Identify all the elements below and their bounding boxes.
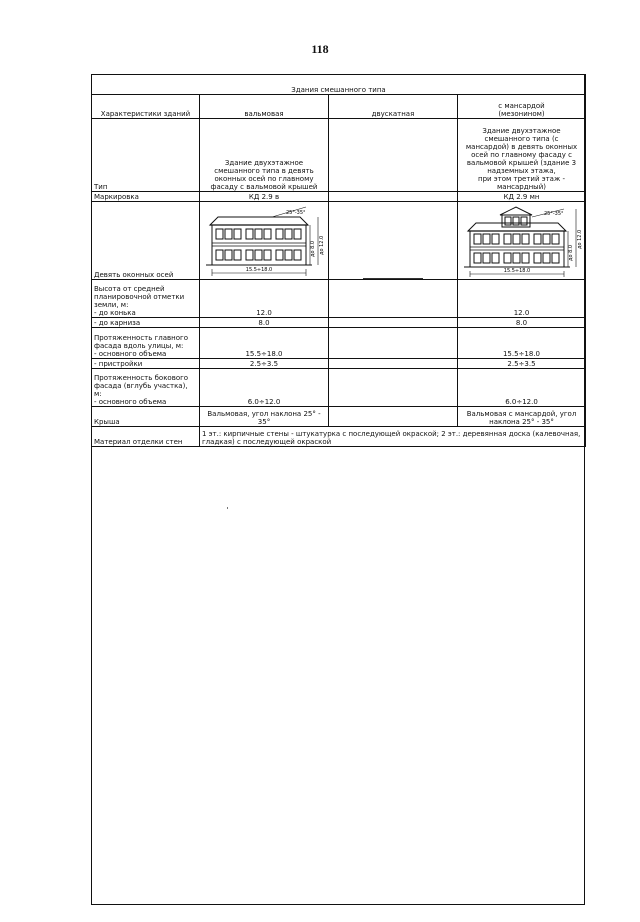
- front-length-label-line: Протяженность главного: [94, 334, 188, 342]
- header-mansard: [458, 95, 586, 119]
- annex-hipped: 2.5÷3.5: [200, 359, 329, 369]
- roof-label: Крыша: [92, 407, 200, 427]
- front-length-gable: [329, 328, 458, 359]
- cornice-label: - до карниза: [92, 318, 200, 328]
- side-length-gable: [329, 369, 458, 407]
- header-mansard-line2: (мезонином): [498, 110, 545, 118]
- cornice-height-mansard: 8.0: [458, 318, 586, 328]
- ridge-height-mansard: 12.0: [458, 280, 586, 318]
- side-length-hipped: 6.0÷12.0: [200, 369, 329, 407]
- annex-label: - пристройки: [92, 359, 200, 369]
- gable-facade-placeholder-cell: [329, 202, 458, 280]
- table-title: Здания смешанного типа: [92, 75, 586, 95]
- front-length-label-line: фасада вдоль улицы, м:: [94, 342, 184, 350]
- front-length-label-line: - основного объема: [94, 350, 167, 358]
- hipped-facade-drawing-cell: [200, 202, 329, 280]
- hipped-cornice-height-label: до 8.0: [310, 240, 316, 257]
- hipped-total-height-label: до 12.0: [319, 235, 325, 255]
- annex-mansard: 2.5÷3.5: [458, 359, 586, 369]
- finish-value: 1 эт.: кирпичные стены - штукатурка с последующей окраской; 2 эт.: деревянная доска (калевочная, гладкая) с последующей окраской: [200, 427, 586, 447]
- hipped-angle-label: 25°-35°: [286, 210, 306, 216]
- type-mansard: [458, 119, 586, 192]
- height-label-line: - до конька: [94, 309, 136, 317]
- finish-label: Материал отделки стен: [92, 427, 200, 447]
- ridge-height-hipped: 12.0: [200, 280, 329, 318]
- mansard-facade-drawing: [460, 205, 584, 279]
- type-mansard-line: мансардный): [497, 183, 546, 191]
- header-gable: двускатная: [329, 95, 458, 119]
- type-hipped: Здание двухэтажное смешанного типа в девять оконных осей по главному фасаду с вальмовой крышей: [200, 119, 329, 192]
- mansard-total-height-label: до 12.0: [577, 229, 583, 249]
- header-mansard-line1: с мансардой: [498, 102, 545, 110]
- axes-label: Девять оконных осей: [92, 202, 200, 280]
- marking-label: Маркировка: [92, 192, 200, 202]
- type-mansard-line: надземных этажа,: [487, 167, 556, 175]
- type-gable: [329, 119, 458, 192]
- mansard-angle-label: 25°-35°: [544, 211, 564, 217]
- type-mansard-line: вальмовой крышей (здание 3: [466, 159, 577, 167]
- type-mansard-line: смешанного типа (с: [484, 135, 559, 143]
- ridge-height-gable: [329, 280, 458, 318]
- side-length-label-line: - основного объема: [94, 398, 167, 406]
- page-number: 118: [311, 42, 329, 56]
- marking-gable: [329, 192, 458, 202]
- scan-speck: [227, 507, 228, 509]
- mansard-width-label: 15.5÷18.0: [503, 268, 531, 274]
- mansard-facade-drawing-cell: [458, 202, 586, 280]
- front-length-mansard: 15.5÷18.0: [458, 328, 586, 359]
- front-length-label: [92, 328, 200, 359]
- hipped-facade-drawing: [202, 205, 326, 279]
- type-mansard-line: мансардой) в девять оконных: [465, 143, 578, 151]
- cornice-height-hipped: 8.0: [200, 318, 329, 328]
- front-length-hipped: 15.5÷18.0: [200, 328, 329, 359]
- annex-gable: [329, 359, 458, 369]
- height-label-line: Высота от средней: [94, 285, 165, 293]
- header-hipped: вальмовая: [200, 95, 329, 119]
- height-label: [92, 280, 200, 318]
- header-characteristics: Характеристики зданий: [92, 95, 200, 119]
- building-types-table: [91, 74, 586, 447]
- side-length-label-line: м:: [94, 390, 102, 398]
- mansard-cornice-height-label: до 8.0: [568, 244, 574, 261]
- height-label-line: земли, м:: [94, 301, 129, 309]
- side-length-label: [92, 369, 200, 407]
- hipped-width-label: 15.5÷18.0: [245, 267, 273, 273]
- type-mansard-line: Здание двухэтажное: [482, 127, 561, 135]
- type-mansard-line: при этом третий этаж -: [478, 175, 565, 183]
- side-length-label-line: фасада (вглубь участка),: [94, 382, 188, 390]
- side-length-mansard: 6.0÷12.0: [458, 369, 586, 407]
- roof-hipped: Вальмовая, угол наклона 25° - 35°: [200, 407, 329, 427]
- marking-hipped: КД 2.9 в: [200, 192, 329, 202]
- side-length-label-line: Протяженность бокового: [94, 374, 189, 382]
- type-label: Тип: [92, 119, 200, 192]
- roof-mansard: Вальмовая с мансардой, угол наклона 25° - 35°: [458, 407, 586, 427]
- type-mansard-line: осей по главному фасаду с: [471, 151, 572, 159]
- roof-gable: [329, 407, 458, 427]
- height-label-line: планировочной отметки: [94, 293, 185, 301]
- cornice-height-gable: [329, 318, 458, 328]
- marking-mansard: КД 2.9 мн: [458, 192, 586, 202]
